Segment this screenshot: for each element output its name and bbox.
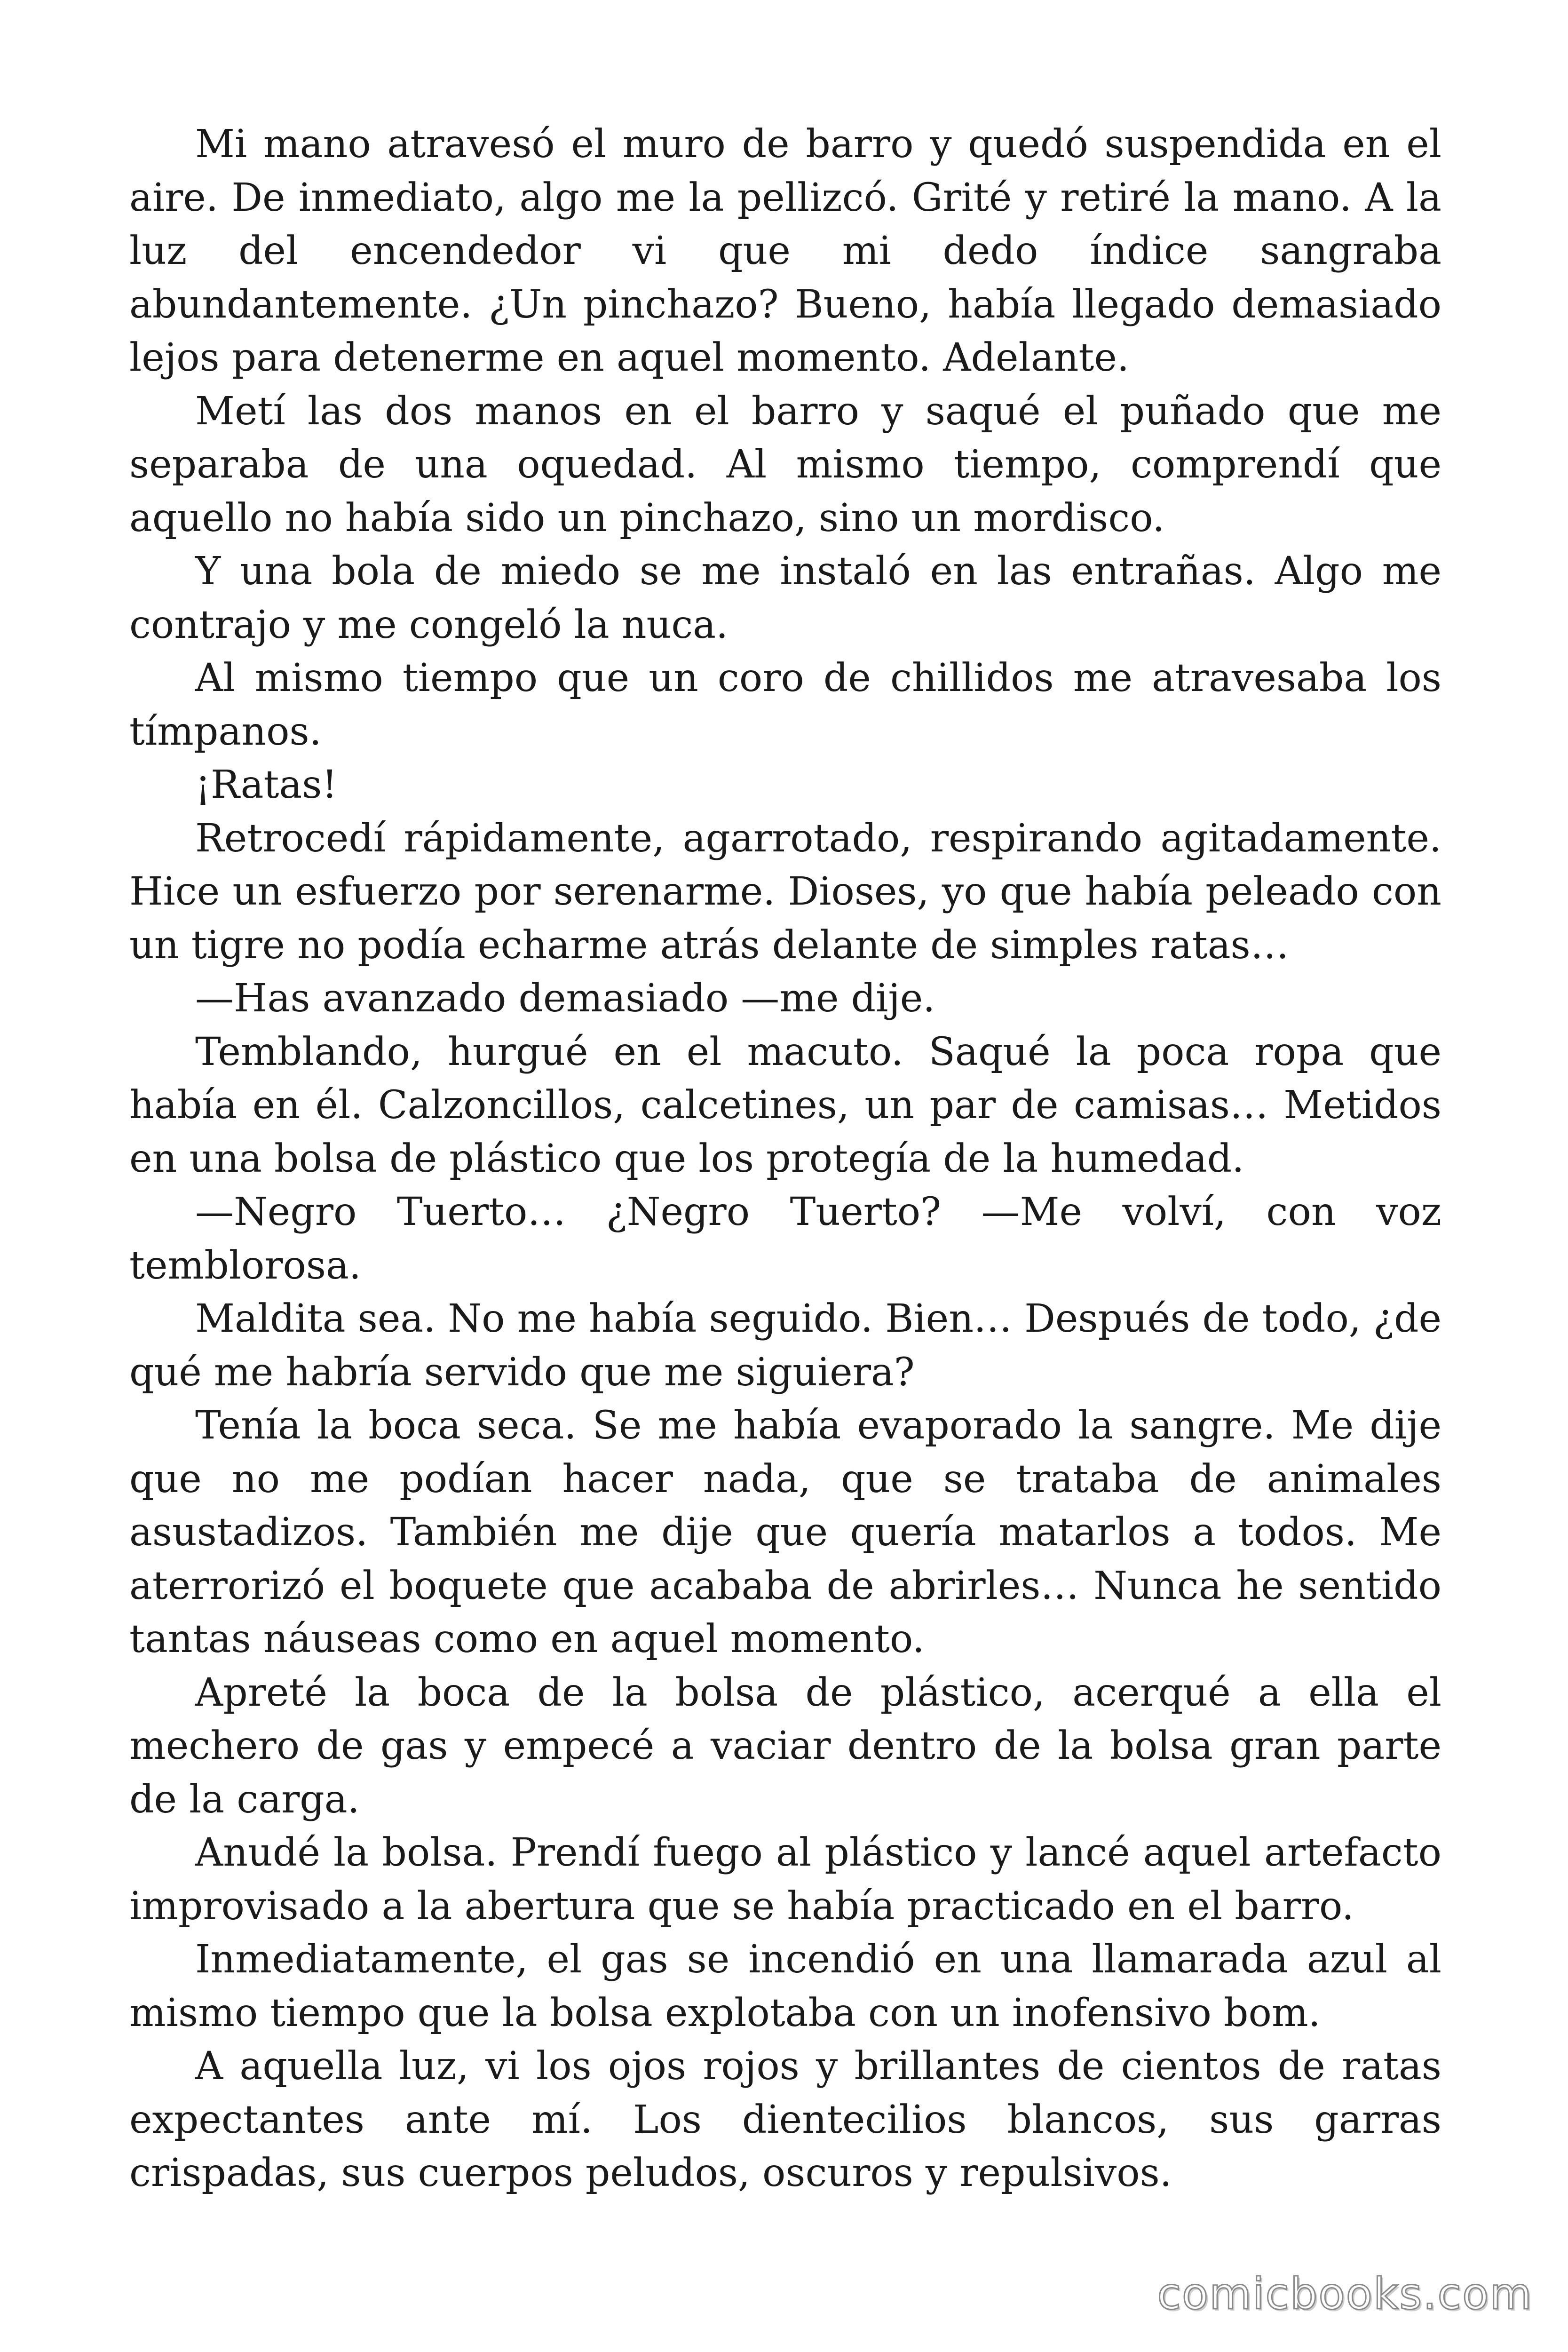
paragraph: A aquella luz, vi los ojos rojos y brillantes de cientos de ratas expectantes ante mí. Los dientecilios blancos, sus garras crispadas, sus cuerpos peludos, oscuros y repulsivos. xyxy=(129,2044,1441,2195)
paragraph: Anudé la bolsa. Prendí fuego al plástico y lancé aquel artefacto improvisado a la abertura que se había practicado en el barro. xyxy=(129,1830,1441,1929)
paragraph: Tenía la boca seca. Se me había evaporado la sangre. Me dije que no me podían hacer nada, que se trataba de animales asustadizos. También me dije que quería matarlos a todos. Me aterrorizó el boquete que acababa de abrirles… Nunca he sentido tantas náuseas como en aquel momento. xyxy=(129,1403,1441,1661)
paragraph: Temblando, hurgué en el macuto. Saqué la poca ropa que había en él. Calzoncillos, calcetines, un par de camisas… Metidos en una bolsa de plástico que los protegía de la humedad. xyxy=(129,1029,1441,1181)
paragraph: Metí las dos manos en el barro y saqué el puñado que me separaba de una oquedad. Al mismo tiempo, comprendí que aquello no había sido un pinchazo, sino un mordisco. xyxy=(129,389,1441,540)
paragraph: Mi mano atravesó el muro de barro y quedó suspendida en el aire. De inmediato, algo me la pellizcó. Grité y retiré la mano. A la luz del encendedor vi que mi dedo índice sangraba abundantemente. ¿Un pinchazo? Bueno, había llegado demasiado lejos para detenerme en aquel momento. Adelante. xyxy=(129,122,1441,380)
paragraph: Inmediatamente, el gas se incendió en una llamarada azul al mismo tiempo que la bolsa explotaba con un inofensivo bom. xyxy=(129,1937,1441,2035)
paragraph: Y una bola de miedo se me instaló en las entrañas. Algo me contrajo y me congeló la nuca. xyxy=(129,549,1441,647)
paragraph: —Has avanzado demasiado —me dije. xyxy=(195,976,935,1021)
body-text xyxy=(129,118,1441,2200)
paragraph: Retrocedí rápidamente, agarrotado, respirando agitadamente. Hice un esfuerzo por serenarme. Dioses, yo que había peleado con un tigre no podía echarme atrás delante de simples ratas… xyxy=(129,816,1441,968)
watermark-logo: comicbooks.com xyxy=(1157,2269,1533,2319)
paragraph: Apreté la boca de la bolsa de plástico, acerqué a ella el mechero de gas y empecé a vaciar dentro de la bolsa gran parte de la carga. xyxy=(129,1670,1441,1822)
paragraph: Al mismo tiempo que un coro de chillidos me atravesaba los tímpanos. xyxy=(129,656,1441,754)
paragraph: ¡Ratas! xyxy=(195,763,338,807)
paragraph: Maldita sea. No me había seguido. Bien… Después de todo, ¿de qué me habría servido que me siguiera? xyxy=(129,1296,1441,1395)
paragraph: —Negro Tuerto… ¿Negro Tuerto? —Me volví, con voz temblorosa. xyxy=(129,1190,1441,1288)
